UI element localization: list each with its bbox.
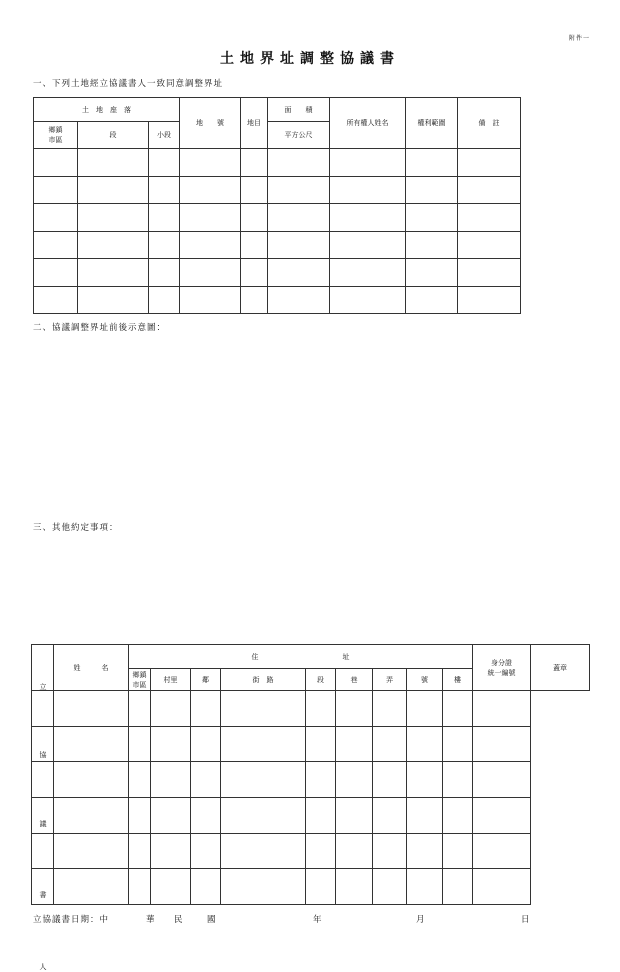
land-cell[interactable]: [458, 176, 521, 204]
signer-cell[interactable]: [407, 798, 443, 834]
signer-cell[interactable]: [336, 869, 373, 905]
header-area-unit: 平方公尺: [268, 122, 330, 149]
signer-cell[interactable]: [443, 869, 473, 905]
land-cell[interactable]: [180, 259, 241, 287]
land-cell[interactable]: [180, 231, 241, 259]
date-guo: 國: [207, 915, 217, 925]
land-cell[interactable]: [458, 231, 521, 259]
header-township: 鄉鎮 市區: [34, 122, 78, 149]
signer-cell[interactable]: [54, 833, 129, 869]
land-cell[interactable]: [34, 204, 78, 232]
signer-cell[interactable]: [191, 691, 221, 727]
signer-cell[interactable]: [221, 726, 306, 762]
signing-date-label: 立協議書日期：中: [33, 915, 110, 925]
header-number: 號: [407, 669, 443, 691]
header-lane: 巷: [336, 669, 373, 691]
signer-cell[interactable]: [373, 762, 407, 798]
signer-cell[interactable]: [54, 726, 129, 762]
signer-cell[interactable]: [373, 691, 407, 727]
signer-cell[interactable]: [336, 833, 373, 869]
land-cell[interactable]: [241, 204, 268, 232]
land-cell[interactable]: [34, 286, 78, 314]
signer-cell[interactable]: [191, 798, 221, 834]
signer-cell[interactable]: [129, 691, 151, 727]
land-cell[interactable]: [406, 149, 458, 177]
signer-cell[interactable]: [221, 691, 306, 727]
side-label-char: 立: [39, 683, 47, 691]
signer-cell[interactable]: [407, 762, 443, 798]
signer-cell[interactable]: [129, 833, 151, 869]
signer-cell[interactable]: [129, 762, 151, 798]
signer-cell[interactable]: [473, 798, 531, 834]
land-cell[interactable]: [149, 259, 180, 287]
land-row: [34, 259, 521, 287]
land-cell[interactable]: [406, 176, 458, 204]
header-area: 面 積: [268, 98, 330, 122]
land-cell[interactable]: [78, 204, 149, 232]
land-cell[interactable]: [458, 286, 521, 314]
side-label-char: 議: [39, 820, 47, 828]
header-remarks: 備 註: [458, 98, 521, 149]
side-label-char: 書: [39, 891, 47, 899]
land-cell[interactable]: [241, 149, 268, 177]
signer-cell[interactable]: [32, 691, 54, 727]
land-cell[interactable]: [180, 149, 241, 177]
signer-cell[interactable]: [221, 798, 306, 834]
signer-cell[interactable]: [443, 762, 473, 798]
signer-cell[interactable]: [306, 726, 336, 762]
land-table: [33, 97, 521, 314]
land-cell[interactable]: [406, 286, 458, 314]
header-lot-no: 地 號: [180, 98, 241, 149]
side-label-char: 協: [39, 751, 47, 759]
header-name: 姓 名: [54, 645, 129, 691]
signer-cell[interactable]: [151, 869, 191, 905]
signer-row: [32, 691, 590, 727]
signer-cell[interactable]: [151, 726, 191, 762]
land-cell[interactable]: [406, 231, 458, 259]
signer-cell[interactable]: [191, 726, 221, 762]
header-addr-township: 鄉鎮 市區: [129, 669, 151, 691]
land-row: [34, 149, 521, 177]
header-neighborhood: 鄰: [191, 669, 221, 691]
signer-cell[interactable]: [336, 762, 373, 798]
section2-heading: 二、協議調整界址前後示意圖：: [33, 323, 167, 333]
land-cell[interactable]: [458, 204, 521, 232]
land-cell[interactable]: [180, 204, 241, 232]
signer-cell[interactable]: [473, 833, 531, 869]
signer-cell[interactable]: [191, 869, 221, 905]
land-cell[interactable]: [78, 149, 149, 177]
land-cell[interactable]: [34, 149, 78, 177]
signer-cell[interactable]: [306, 691, 336, 727]
land-cell[interactable]: [241, 286, 268, 314]
signer-row: [32, 833, 590, 869]
header-land-type: 地目: [241, 98, 268, 149]
signer-row: [32, 726, 590, 762]
land-cell[interactable]: [330, 259, 406, 287]
header-location: 土 地 座 落: [34, 98, 180, 122]
signer-cell[interactable]: [407, 869, 443, 905]
header-rights: 權利範圍: [406, 98, 458, 149]
signer-cell[interactable]: [373, 798, 407, 834]
signers-side-label: [32, 645, 54, 971]
section3-heading: 三、其他約定事項：: [33, 523, 119, 533]
signer-cell[interactable]: [54, 691, 129, 727]
signer-cell[interactable]: [306, 798, 336, 834]
land-cell[interactable]: [268, 231, 330, 259]
land-cell[interactable]: [330, 204, 406, 232]
land-cell[interactable]: [330, 176, 406, 204]
signer-cell[interactable]: [221, 869, 306, 905]
land-cell[interactable]: [78, 286, 149, 314]
land-cell[interactable]: [330, 231, 406, 259]
land-cell[interactable]: [268, 149, 330, 177]
header-village: 村里: [151, 669, 191, 691]
land-cell[interactable]: [149, 176, 180, 204]
land-cell[interactable]: [241, 231, 268, 259]
signer-cell[interactable]: [336, 798, 373, 834]
signer-cell[interactable]: [32, 833, 54, 869]
signer-cell[interactable]: [336, 726, 373, 762]
land-cell[interactable]: [180, 176, 241, 204]
header-subsection: 小段: [149, 122, 180, 149]
signer-cell[interactable]: [151, 798, 191, 834]
signer-cell[interactable]: [54, 798, 129, 834]
signer-cell[interactable]: [473, 726, 531, 762]
land-cell[interactable]: [78, 231, 149, 259]
header-alley: 弄: [373, 669, 407, 691]
land-row: [34, 286, 521, 314]
signer-cell[interactable]: [407, 726, 443, 762]
signer-cell[interactable]: [151, 833, 191, 869]
land-cell[interactable]: [34, 176, 78, 204]
signer-cell[interactable]: [443, 726, 473, 762]
signer-cell[interactable]: [221, 762, 306, 798]
signer-cell[interactable]: [407, 833, 443, 869]
land-cell[interactable]: [241, 259, 268, 287]
signer-cell[interactable]: [54, 869, 129, 905]
land-cell[interactable]: [268, 204, 330, 232]
signer-cell[interactable]: [473, 691, 531, 727]
signer-row: [32, 762, 590, 798]
land-cell[interactable]: [330, 286, 406, 314]
date-hua: 華: [146, 915, 156, 925]
signer-row: [32, 869, 590, 905]
signer-cell[interactable]: [129, 798, 151, 834]
land-cell[interactable]: [268, 176, 330, 204]
land-cell[interactable]: [149, 286, 180, 314]
signer-cell[interactable]: [373, 726, 407, 762]
date-year: 年: [313, 915, 323, 925]
signer-cell[interactable]: [151, 691, 191, 727]
signer-cell[interactable]: [306, 869, 336, 905]
land-cell[interactable]: [268, 259, 330, 287]
signer-cell[interactable]: [306, 833, 336, 869]
land-row: [34, 176, 521, 204]
land-cell[interactable]: [406, 204, 458, 232]
date-day: 日: [521, 915, 531, 925]
signer-row: [32, 798, 590, 834]
signer-cell[interactable]: [473, 762, 531, 798]
signer-cell[interactable]: [443, 691, 473, 727]
section1-heading: 一、下列土地經立協議書人一致同意調整界址: [33, 79, 224, 89]
signer-cell[interactable]: [129, 869, 151, 905]
header-street: 街 路: [221, 669, 306, 691]
signer-cell[interactable]: [407, 691, 443, 727]
signer-cell[interactable]: [221, 833, 306, 869]
land-cell[interactable]: [78, 259, 149, 287]
land-cell[interactable]: [149, 149, 180, 177]
side-label-char: 人: [39, 963, 47, 971]
signer-cell[interactable]: [306, 762, 336, 798]
date-month: 月: [416, 915, 426, 925]
signer-cell[interactable]: [54, 762, 129, 798]
land-cell[interactable]: [268, 286, 330, 314]
header-address: 住 址: [129, 645, 473, 669]
header-id-no: 身分證 統一編號: [473, 645, 531, 691]
signer-cell[interactable]: [129, 726, 151, 762]
header-section: 段: [78, 122, 149, 149]
land-row: [34, 231, 521, 259]
header-floor: 樓: [443, 669, 473, 691]
land-cell[interactable]: [406, 259, 458, 287]
date-min: 民: [174, 915, 184, 925]
signer-cell[interactable]: [191, 833, 221, 869]
land-cell[interactable]: [458, 259, 521, 287]
land-cell[interactable]: [330, 149, 406, 177]
annex-label: 附件一: [568, 35, 590, 42]
land-cell[interactable]: [180, 286, 241, 314]
land-cell[interactable]: [34, 259, 78, 287]
signer-cell[interactable]: [191, 762, 221, 798]
signer-cell[interactable]: [373, 833, 407, 869]
land-row: [34, 204, 521, 232]
signer-cell[interactable]: [336, 691, 373, 727]
signer-cell[interactable]: [443, 833, 473, 869]
land-cell[interactable]: [149, 231, 180, 259]
signer-cell[interactable]: [443, 798, 473, 834]
header-owner: 所有權人姓名: [330, 98, 406, 149]
land-cell[interactable]: [78, 176, 149, 204]
header-addr-section: 段: [306, 669, 336, 691]
land-cell[interactable]: [34, 231, 78, 259]
land-cell[interactable]: [458, 149, 521, 177]
signer-cell[interactable]: [32, 762, 54, 798]
land-cell[interactable]: [149, 204, 180, 232]
land-cell[interactable]: [241, 176, 268, 204]
page-title: 土地界址調整協議書: [220, 51, 400, 67]
header-seal: 蓋章: [531, 645, 590, 691]
signer-cell[interactable]: [151, 762, 191, 798]
signer-cell[interactable]: [473, 869, 531, 905]
signer-cell[interactable]: [373, 869, 407, 905]
